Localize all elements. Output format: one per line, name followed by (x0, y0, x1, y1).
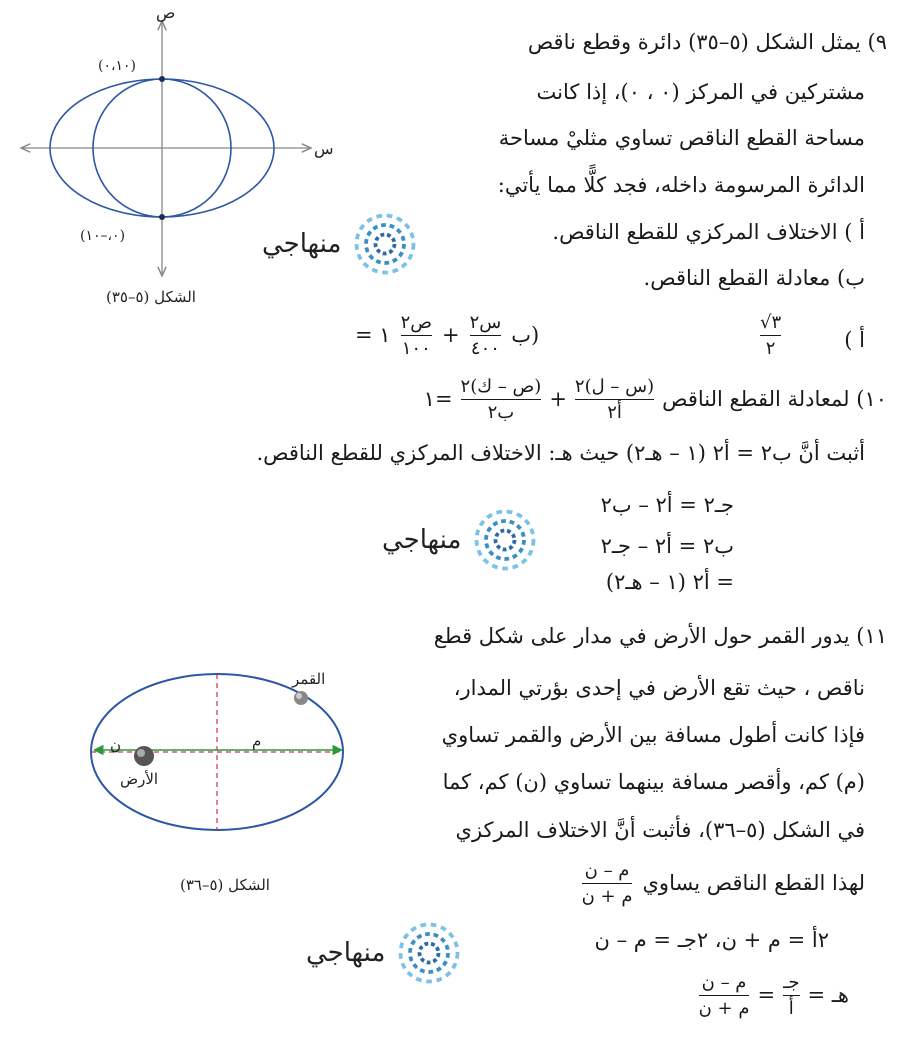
fraction-bar (461, 399, 542, 400)
q11-line-5: في الشكل (٥–٣٦)، فأثبت أنَّ الاختلاف المركزي (455, 818, 865, 842)
q9-line-2: مشتركين في المركز (٠ ، ٠)، إذا كانت (536, 80, 865, 104)
manhaji-logo-icon (391, 915, 467, 991)
manhaji-logo-icon (347, 206, 423, 282)
label-m: م (252, 732, 262, 750)
q10-prove: أثبت أنَّ ب٢ = أ٢ (١ – هـ٢) حيث هـ: الاختلاف المركزي للقطع الناقص. (256, 441, 865, 465)
label-bottom-point: (٠،–١٠) (80, 228, 126, 244)
q11-last-line-text: لهذا القطع الناقص يساوي (642, 871, 865, 895)
q9-answer-a-label: أ ) (844, 328, 865, 352)
fraction-numerator: س٢ (469, 312, 502, 333)
fraction-denominator: م + ن (581, 886, 633, 907)
fraction-numerator: (س – ل)٢ (574, 376, 655, 397)
q11-line-4: (م) كم، وأقصر مسافة بينهما تساوي (ن) كم، كما (442, 770, 865, 794)
q10-step-1: جـ٢ = أ٢ – ب٢ (600, 493, 734, 517)
axis-y-label: ص (156, 3, 176, 22)
point-top (159, 76, 165, 82)
axis-x-label: س (314, 139, 334, 158)
fraction-bar (401, 335, 432, 336)
fraction-bar (760, 335, 781, 336)
point-bottom (159, 214, 165, 220)
fraction-denominator: ب٢ (487, 402, 515, 423)
q9-line-4: الدائرة المرسومة داخله، فجد كلًّا مما يأتي: (497, 173, 865, 197)
q11-fraction (582, 860, 633, 907)
fraction-bar (699, 995, 750, 996)
q11-step-2-equals: = (757, 983, 776, 1007)
figure-5-36 (80, 660, 370, 900)
fraction-numerator: م – ن (584, 860, 630, 881)
q9-line-1: ٩) يمثل الشكل (٥–٣٥) دائرة وقطع ناقص (527, 30, 887, 54)
answer-b-equals-one: = ١ (355, 323, 391, 347)
fraction-denominator: أ (788, 998, 794, 1019)
logo-text: منهاجي (382, 525, 462, 555)
q10-prefix: ١٠) لمعادلة القطع الناقص (662, 387, 887, 411)
q11-line-1: ١١) يدور القمر حول الأرض في مدار على شكل قطع (433, 624, 887, 648)
q10-equals-one: =١ (423, 387, 453, 411)
q11-step-2-fraction-a (783, 972, 799, 1019)
q9-line-3: مساحة القطع الناقص تساوي مثليْ مساحة (498, 126, 865, 150)
logo-text: منهاجي (306, 938, 386, 968)
label-n: ن (110, 736, 122, 754)
q10-fraction-x (575, 376, 654, 423)
fraction-denominator: أ٢ (607, 402, 622, 423)
fraction-numerator: √٣ (760, 312, 782, 333)
q10-plus: + (549, 387, 567, 411)
q10-fraction-y (461, 376, 542, 423)
figure-caption: الشكل (٥–٣٦) (180, 876, 270, 894)
earth-icon (134, 746, 154, 766)
logo-text: منهاجي (262, 229, 342, 259)
q10-step-3: = أ٢ (١ – هـ٢) (605, 570, 734, 594)
answer-b-fraction-x (470, 312, 502, 359)
fraction-denominator: م + ن (698, 998, 750, 1019)
label-earth: الأرض (120, 770, 159, 788)
manhaji-logo (262, 206, 423, 282)
q11-line-2: ناقص ، حيث تقع الأرض في إحدى بؤرتي المدار، (453, 676, 865, 700)
q9-part-b: ب) معادلة القطع الناقص. (643, 266, 865, 290)
q11-step-2-lhs: هـ = (807, 983, 849, 1007)
fraction-bar (783, 995, 799, 996)
answer-b-plus: + (442, 323, 460, 347)
fraction-denominator: ١٠٠ (401, 338, 431, 359)
fraction-denominator: ٢ (765, 338, 776, 359)
label-top-point: (٠،١٠) (98, 58, 137, 74)
q11-step-2-fraction-b (699, 972, 750, 1019)
manhaji-logo (382, 502, 543, 578)
fraction-bar (582, 883, 633, 884)
q11-last-line (582, 860, 865, 907)
fraction-numerator: جـ (783, 972, 800, 993)
q9-answer-a-fraction (760, 312, 781, 359)
q9-answer-b (355, 312, 539, 359)
fraction-bar (470, 335, 502, 336)
q10-statement (424, 376, 887, 423)
answer-b-fraction-y (401, 312, 432, 359)
q11-step-2 (699, 972, 849, 1019)
answer-b-label: ب) (511, 323, 540, 347)
label-moon: القمر (292, 670, 326, 688)
fraction-numerator: ص٢ (400, 312, 432, 333)
fraction-numerator: (ص – ك)٢ (460, 376, 542, 397)
fraction-bar (575, 399, 654, 400)
q9-part-a: أ ) الاختلاف المركزي للقطع الناقص. (552, 220, 865, 244)
manhaji-logo (306, 915, 467, 991)
figure-caption: الشكل (٥–٣٥) (106, 288, 196, 306)
fraction-numerator: م – ن (701, 972, 747, 993)
fraction-denominator: ٤٠٠ (470, 338, 500, 359)
q11-step-1: ٢أ = م + ن، ٢جـ = م – ن (594, 928, 829, 952)
manhaji-logo-icon (467, 502, 543, 578)
q10-step-2: ب٢ = أ٢ – جـ٢ (600, 534, 734, 558)
q11-line-3: فإذا كانت أطول مسافة بين الأرض والقمر تساوي (441, 723, 865, 747)
